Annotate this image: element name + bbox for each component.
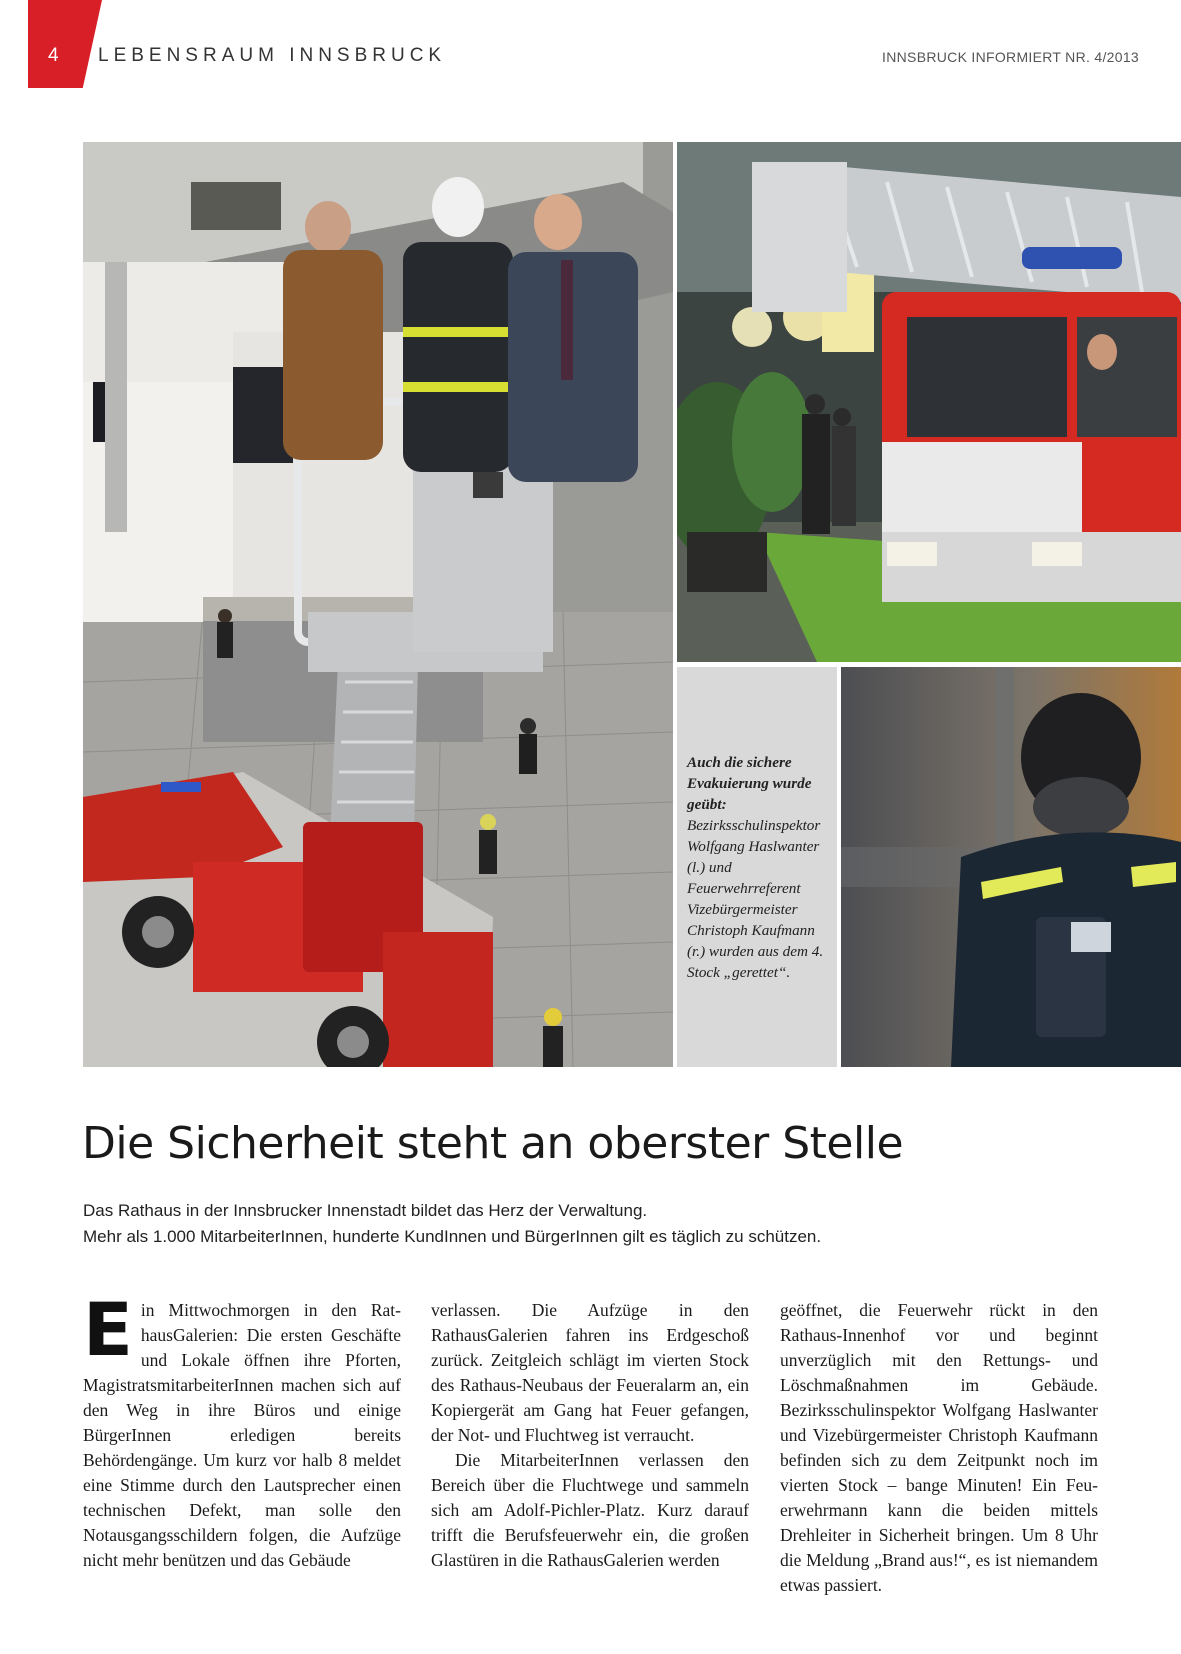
caption-text <box>687 752 829 983</box>
article-column-2 <box>431 1298 749 1573</box>
page-number: 4 <box>48 45 59 66</box>
article-paragraph-2-cont: geöffnet, die Feuerwehr rückt in den Rathaus-Innenhof vor und beginnt unverzüglich mit den Rettungs- und Löschmaßnahmen im Gebäude. Bezirksschulinspektor Wolfgang Haslwanter und Vizebürgermeister Christoph Kaufmann befinden sich zu dem Zeitpunkt noch im vierten Stock – bange Minuten! Ein Feuerwehrmann kann die beiden mittels Drehleiter in Sicherheit bringen. Um 8 Uhr die Meldung „Brand aus!“, es ist niemandem etwas passiert. <box>780 1300 1098 1595</box>
issue-label: INNSBRUCK INFORMIERT NR. 4/2013 <box>882 49 1139 65</box>
lead-line-2: Mehr als 1.000 MitarbeiterInnen, hunderte KundInnen und BürgerInnen gilt es täglich zu schützen. <box>83 1227 822 1246</box>
article-lead <box>83 1198 1143 1250</box>
lead-line-1: Das Rathaus in der Innsbrucker Innenstadt bildet das Herz der Verwaltung. <box>83 1201 648 1220</box>
article-column-3 <box>780 1298 1098 1598</box>
article-paragraph-1: in Mittwochmorgen in den RathausGalerien: Die ersten Geschäfte und Lokale öffnen ihre Pforten, MagistratsmitarbeiterInnen machen sich auf den Weg in ihre Büros und einige BürgerInnen erledigen bereits Behördengänge. Um kurz vor halb 8 meldet eine Stimme durch den Lautsprecher einen technischen Defekt, man solle den Notausgangsschildern folgen, die Aufzüge nicht mehr benützen und das Gebäude <box>83 1300 401 1570</box>
drop-cap: E <box>83 1288 133 1373</box>
photo-caption <box>677 667 837 1067</box>
article-paragraph-1-cont: verlassen. Die Aufzüge in den RathausGalerien fahren ins Erdgeschoß zurück. Zeitgleich schlägt im vierten Stock des Rathaus-Neubaus der Feueralarm an, ein Kopiergerät am Gang hat Feuer gefangen, der Not- und Fluchtweg ist verraucht. <box>431 1300 749 1445</box>
article-paragraph-2: Die MitarbeiterInnen verlassen den Bereich über die Fluchtwege und sammeln sich am Adolf-Pichler-Platz. Kurz darauf trifft die Berufsfeuerwehr ein, die großen Glastüren in die RathausGalerien werden <box>431 1450 749 1570</box>
fire-ladder-truck-rescue-photo <box>83 142 673 1067</box>
firefighter-in-smoke-photo <box>841 667 1181 1067</box>
article-column-1 <box>83 1288 401 1573</box>
page-number-tab <box>28 0 102 88</box>
caption-lead: Auch die sichere Evakuierung wurde geübt: <box>687 754 812 813</box>
fire-truck-in-mall-photo <box>677 142 1181 662</box>
caption-body: Bezirksschulinspektor Wolfgang Haslwanter (l.) und Feuerwehrreferent Vizebürgermeister Christoph Kaufmann (r.) wurden aus dem 4. Stock „gerettet“. <box>687 817 824 981</box>
article-headline: Die Sicherheit steht an oberster Stelle <box>82 1118 904 1169</box>
section-title: LEBENSRAUM INNSBRUCK <box>98 45 447 66</box>
